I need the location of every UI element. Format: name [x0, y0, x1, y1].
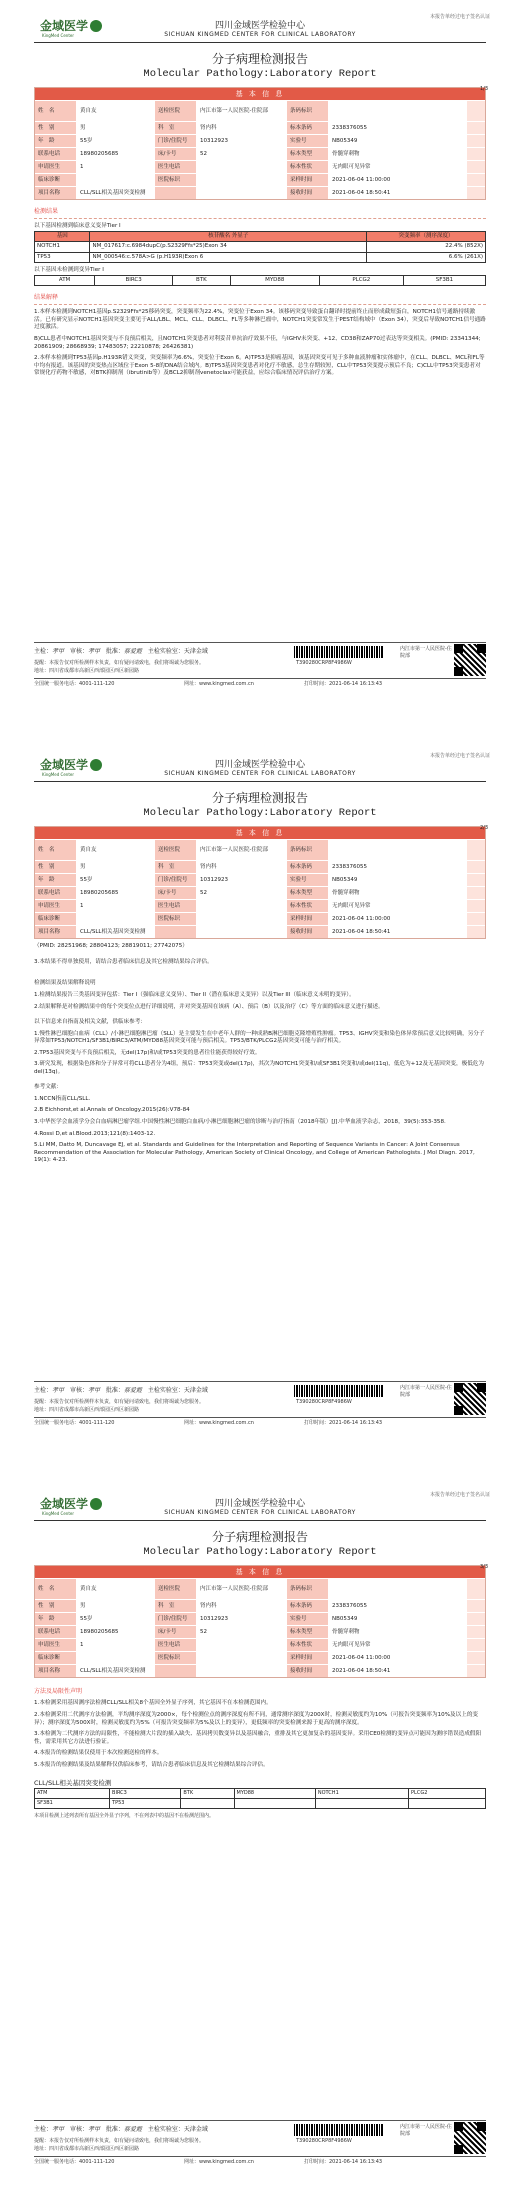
- info-label: 接收时间: [287, 1665, 329, 1677]
- info-label: 实验号: [287, 135, 329, 147]
- info-label: 性 别: [35, 861, 77, 873]
- center-name-en: SICHUAN KINGMED CENTER FOR CLINICAL LABORATORY: [164, 31, 356, 38]
- info-label: 标本条码: [287, 861, 329, 873]
- info-value: 2338376055: [329, 1600, 467, 1612]
- no-variant-table: ATM BIRC3 BTK MYD88 PLCG2 SF3B1: [34, 275, 486, 286]
- info-label: 姓 名: [35, 101, 77, 121]
- info-value: [197, 174, 287, 186]
- info-value: 无肉眼可见异常: [329, 900, 467, 912]
- info-value: CLL/SLL相关基因突变检测: [77, 187, 155, 199]
- info-label: 申请医生: [35, 1639, 77, 1651]
- info-label: 床/卡号: [155, 148, 197, 160]
- info-value: 18980205685: [77, 887, 155, 899]
- note-3: 3.本结果不得单独使用，请结合患者临床信息及其它检测结果综合评估。: [34, 958, 213, 965]
- info-row: [35, 1599, 485, 1612]
- info-label: 年 龄: [35, 1613, 77, 1625]
- novar-intro: 以下基因未检测到变异Tier I: [34, 267, 104, 274]
- info-value: 52: [197, 1626, 287, 1638]
- e-sign-note: 本报告单经过电子签名认证: [429, 753, 490, 759]
- info-label: 临床诊断: [35, 913, 77, 925]
- info-label: 医生电话: [155, 1639, 197, 1651]
- info-label: 临床诊断: [35, 1652, 77, 1664]
- interp-para-1: 1.本样本检测到NOTCH1基因p.S2329Ffs*25移码突变，突变频率为22.4%，突变位于Exon 34。该移码突变导致蛋白翻译时提前终止而形成截短蛋白，NOTCH1信号通路持续激活。已有研究显示NOTCH1基因突变主要见于ALL/LBL、MCL、CLL、DLBCL、FL等多种淋巴瘤中，NOTCH1突变常发生于PEST结构域中（Exon 34），突变后导致NOTCH1信号通路过度激活。: [34, 309, 486, 331]
- info-value: [197, 913, 287, 925]
- info-label: 联系电话: [35, 1626, 77, 1638]
- info-label: 实验号: [287, 874, 329, 886]
- info-value: 10312923: [197, 1613, 287, 1625]
- info-label: [155, 1665, 197, 1677]
- info-value: 2021-06-04 11:00:00: [329, 1652, 467, 1664]
- basic-info-table: [34, 87, 486, 200]
- report-footer: 主检：孝甲 审核：孝甲 批准：蔡爱霞 主检实验室：天津金域 T390280CRP8F4986W 内江市第一人民医院-住院部 提醒：本报告仅对所检测样本负责，如有疑问请致电，我们将竭诚为您服务。 地址：四川省成都市高新区西部园区西区新园路 全国统一服务电话：4001-111-120 网址：www.kingmed.com.cn 打印时间：2021-06-14 16:13:43: [34, 1367, 486, 1462]
- interp-para-2: 2.本样本检测到TP53基因p.H193R错义突变，突变频率为6.6%，突变位于Exon 6。A)TP53是抑癌基因，该基因突变可见于多种血液肿瘤和实体瘤中，在CLL、DLBCL、MCL和FL等中均有报道。该基因的突变热点区域位于Exon 5-8的DNA结合域内。B)TP53基因突变患者对化疗不敏感，总生存期较短，CLL中TP53突变提示预后不良；C)CLL中TP53突变患者对常规化疗药物不敏感，对BTK抑制剂（ibrutinib等）及BCL2抑制剂venetoclax可能获益，应综合临床情况评估治疗方案。: [34, 355, 485, 377]
- info-value: 10312923: [197, 874, 287, 886]
- info-value: 黄自友: [77, 1579, 155, 1599]
- info-label: [155, 926, 197, 938]
- info-value: [329, 840, 467, 860]
- table-row: NOTCH1 NM_017617:c.6984dupC(p.S2329Ffs*25)Exon 34 22.4% (852X): [35, 242, 486, 252]
- center-name: 四川金域医学检验中心: [214, 760, 305, 770]
- report-title: 分子病理检测报告 Molecular Pathology:Laboratory Report: [143, 791, 377, 820]
- info-value: [329, 1579, 467, 1599]
- info-label: 条码标识: [287, 101, 329, 121]
- info-value: [197, 1665, 287, 1677]
- info-value: 内江市第一人民医院-住院部: [197, 840, 287, 860]
- info-label: [155, 187, 197, 199]
- info-value: 55岁: [77, 1613, 155, 1625]
- info-value: 1: [77, 1639, 155, 1651]
- report-title: 分子病理检测报告 Molecular Pathology:Laboratory Report: [143, 52, 377, 81]
- info-label: 申请医生: [35, 161, 77, 173]
- info-label: 标本类型: [287, 1626, 329, 1638]
- info-header: 基 本 信 息: [35, 827, 485, 839]
- info-row: [35, 925, 485, 938]
- info-row: [35, 1664, 485, 1677]
- info-value: 1: [77, 900, 155, 912]
- info-value: [77, 913, 155, 925]
- report-footer: 主检：孝甲 审核：孝甲 批准：蔡爱霞 主检实验室：天津金域 T390280CRP8F4986W 内江市第一人民医院-住院部 提醒：本报告仅对所检测样本负责，如有疑问请致电，我们将竭诚为您服务。 地址：四川省成都市高新区西部园区西区新园路 全国统一服务电话：4001-111-120 网址：www.kingmed.com.cn 打印时间：2021-06-14 16:13:43: [34, 2106, 486, 2201]
- gene-list-title: CLL/SLL相关基因突变检测: [34, 1779, 112, 1788]
- info-value: 肾内科: [197, 122, 287, 134]
- info-value: 骨髓穿刺物: [329, 148, 467, 160]
- page-number: 3/3: [479, 1564, 488, 1570]
- reference-item: 1.NCCN指南CLL/SLL.: [34, 1095, 91, 1102]
- info-label: 标本条码: [287, 1600, 329, 1612]
- info-label: 接收时间: [287, 187, 329, 199]
- info-label: 标本性状: [287, 1639, 329, 1651]
- info-value: CLL/SLL相关基因突变检测: [77, 926, 155, 938]
- info-row: [35, 134, 485, 147]
- report-header: [34, 739, 486, 782]
- variant-table: 基因 核苷酸名 外显子 突变频率（测序深度） NOTCH1 NM_017617:c.6984dupC(p.S2329Ffs*25)Exon 34 22.4% (852X) TP53 NM_000546:c.578A>G (p.H193R)Exon 6 6.6% (261X): [34, 231, 486, 263]
- basic-info-table: [34, 826, 486, 939]
- info-label: 门诊/住院号: [155, 135, 197, 147]
- info-row: [35, 100, 485, 121]
- info-value: [329, 101, 467, 121]
- info-label: 联系电话: [35, 887, 77, 899]
- interp-para-1b: B)CLL患者中NOTCH1基因突变与不良预后相关，且NOTCH1突变患者对利妥昔单抗治疗效果不佳，与IGHV未突变、+12、CD38和ZAP70过表达等突变相关。(PMID: 23341344; 20861909; 28668939; 17483057; 22210878; 26426381): [34, 335, 481, 350]
- info-value: 男: [77, 1600, 155, 1612]
- info-label: 年 龄: [35, 135, 77, 147]
- info-row: [35, 899, 485, 912]
- info-label: 科 室: [155, 122, 197, 134]
- report-footer: 主检：孝甲 审核：孝甲 批准：蔡爱霞 主检实验室：天津金域 T390280CRP8F4986W 内江市第一人民医院-住院部 提醒：本报告仅对所检测样本负责，如有疑问请致电，我们将竭诚为您服务。 地址：四川省成都市高新区西部园区西区新园路 全国统一服务电话：4001-111-120 网址：www.kingmed.com.cn 打印时间：2021-06-14 16:13:43: [34, 628, 486, 723]
- info-label: 标本类型: [287, 887, 329, 899]
- pmid-list: （PMID: 28251968; 28804123; 28819011; 27742075）: [34, 943, 188, 950]
- info-value: [197, 900, 287, 912]
- tier1-intro: 以下基因检测到临床意义变异Tier I: [34, 223, 121, 230]
- info-value: 2021-06-04 18:50:41: [329, 187, 467, 199]
- info-label: 标本类型: [287, 148, 329, 160]
- signature-line: 主检：孝甲 审核：孝甲 批准：蔡爱霞 主检实验室：天津金域: [34, 2126, 208, 2133]
- info-label: 姓 名: [35, 840, 77, 860]
- info-row: [35, 1651, 485, 1664]
- kingmed-logo: 金域医学 KingMed Center: [40, 757, 102, 773]
- info-row: [35, 147, 485, 160]
- info-label: 医生电话: [155, 161, 197, 173]
- info-value: 黄自友: [77, 101, 155, 121]
- info-value: [197, 161, 287, 173]
- info-row: [35, 186, 485, 199]
- info-label: 采样时间: [287, 913, 329, 925]
- info-label: 条码标识: [287, 840, 329, 860]
- kingmed-logo: 金域医学 KingMed Center: [40, 1496, 102, 1512]
- info-label: 医生电话: [155, 900, 197, 912]
- literature-title: 参考文献：: [34, 1084, 62, 1091]
- info-label: 联系电话: [35, 148, 77, 160]
- info-label: 性 别: [35, 1600, 77, 1612]
- info-value: 2021-06-04 11:00:00: [329, 913, 467, 925]
- report-barcode: [294, 1385, 384, 1397]
- report-header: [34, 1478, 486, 1521]
- page-number: 2/3: [479, 825, 488, 831]
- center-name: 四川金域医学检验中心: [214, 1499, 305, 1509]
- center-name: 四川金域医学检验中心: [214, 21, 305, 31]
- basic-info-table: [34, 1565, 486, 1678]
- info-value: 52: [197, 148, 287, 160]
- info-value: 内江市第一人民医院-住院部: [197, 101, 287, 121]
- info-label: 医院标识: [155, 913, 197, 925]
- info-label: 标本条码: [287, 122, 329, 134]
- info-label: 项目名称: [35, 187, 77, 199]
- info-value: 内江市第一人民医院-住院部: [197, 1579, 287, 1599]
- info-value: [197, 187, 287, 199]
- reference-item: 3.中华医学会血液学分会白血病淋巴瘤学组.中国慢性淋巴细胞白血病/小淋巴细胞淋巴瘤的诊断与治疗指南（2018年版）[J].中华血液学杂志，2018，39(5):353-358.: [34, 1119, 446, 1126]
- gene-note: 本项目检测上述列表所有基因全外显子序列，不在列表中的基因不在检测范围内。: [34, 1812, 215, 1819]
- gene-list-table: ATM BIRC3 BTK MYD88 NOTCH1 PLCG2 SF3B1 TP53: [34, 1788, 486, 1809]
- info-value: 52: [197, 887, 287, 899]
- info-value: 无肉眼可见异常: [329, 1639, 467, 1651]
- info-value: 黄自友: [77, 840, 155, 860]
- info-label: 床/卡号: [155, 887, 197, 899]
- info-value: 男: [77, 122, 155, 134]
- result-title: 检测结果: [34, 208, 59, 216]
- info-label: 实验号: [287, 1613, 329, 1625]
- info-label: 床/卡号: [155, 1626, 197, 1638]
- qr-code-icon: [454, 644, 486, 676]
- info-row: [35, 121, 485, 134]
- info-row: [35, 912, 485, 925]
- info-value: 骨髓穿刺物: [329, 1626, 467, 1638]
- info-label: 门诊/住院号: [155, 874, 197, 886]
- info-value: [197, 926, 287, 938]
- reference-item: 4.Rossi D,et al.Blood.2013;121(8):1403-12.: [34, 1130, 156, 1137]
- info-row: [35, 160, 485, 173]
- info-row: [35, 1638, 485, 1651]
- page-number: 1/3: [479, 86, 488, 92]
- info-label: 送检医院: [155, 1579, 197, 1599]
- info-row: [35, 860, 485, 873]
- info-value: NB05349: [329, 1613, 467, 1625]
- report-header: [34, 0, 486, 43]
- info-label: 门诊/住院号: [155, 1613, 197, 1625]
- info-label: 科 室: [155, 1600, 197, 1612]
- info-value: 2021-06-04 18:50:41: [329, 1665, 467, 1677]
- info-value: NB05349: [329, 874, 467, 886]
- reference-item: 5.Li MM, Datto M, Duncavage EJ, et al. Standards and Guidelines for the Interpretation and Reporting of Sequence Variants in Cancer: A Joint Consensus Recommendation of the Association for Molecular Pathology, American Society of Clinical Oncology, and College of American Pathologists. J Mol Diagn. 2017, 19(1): 4-23.: [34, 1142, 475, 1164]
- info-row: [35, 173, 485, 186]
- info-label: 采样时间: [287, 1652, 329, 1664]
- info-value: 18980205685: [77, 148, 155, 160]
- report-page-3: 本报告单经过电子签名认证 金域医学 KingMed Center 四川金域医学检验中心 SICHUAN KINGMED CENTER FOR CLINICAL LABORATORY 分子病理检测报告 Molecular Pathology:Laboratory Report 3/3 基 本 信 息 姓 名 黄自友 送检医院 内江市第一人民医院-住院部 条码标识 性 别 男 科 室 肾内科 标本条码 2338376055 年 龄 55岁 门诊/住院号 10312923 实验号 NB05349 联系电话 18980205685 床/卡号 52 标本类型 骨髓穿刺物 申请医生 1 医生电话 标本性状 无肉眼可见异常 临床诊断 医院标识 采样时间 2021-06-04 11:00:00 项目名称 CLL/SLL相关基因突变检测 接收时间 2021-06-04 18:50:41 方法及局限性声明 1.本检测采用基因测序法检测CLL/SLL相关8个基因全外显子序列，其它基因不在本检测范围内。 2.本检测采用二代测序方法检测，平均测序深度为2000×，每个检测位点的测序深度有所不同，通常测序深度为200X时，检测灵敏度约为10%（可报告突变频率为10%及以上的变异）；测序深度为500X时，检测灵敏度约为5%（可报告突变频率为5%及以上的变异），更低频率的突变检测来源于更高的测序深度。 3.本检测为二代测序方法的局限性，不能检测大片段的插入缺失、基因拷贝数变异以及基因融合，重排及其它更加复杂的基因变异。采用CE0检测的变异点可能因为测序错误造成假阳性，需采用其它方法进行验证。 4.本报告的检测结果仅使用于本次检测送检的样本。 5.本报告的检测结果及结果解释仅供临床参考，请结合患者临床信息及其它检测结果综合评估。 CLL/SLL相关基因突变检测 ATM BIRC3 BTK MYD88 NOTCH1 PLCG2 SF3B1 TP53 本项目检测上述列表所有基因全外显子序列，不在列表中的基因不在检测范围内。 主检：孝甲 审核：孝甲 批准：蔡爱霞 主检实验室：天津金域 T390280CRP8F4986W 内江市第一人民医院-住院部 提醒：本报告仅对所检测样本负责，如有疑问请致电，我们将竭诚为您服务。 地址：四川省成都市高新区西部园区西区新园路 全国统一服务电话：4001-111-120 网址：www.kingmed.com.cn 打印时间：2021-06-14 16:13:43: [0, 1478, 520, 2208]
- info-label: 接收时间: [287, 926, 329, 938]
- info-label: 项目名称: [35, 926, 77, 938]
- interpretation-title: 结果解释: [34, 294, 59, 302]
- report-page-1: [0, 0, 520, 730]
- info-value: 10312923: [197, 135, 287, 147]
- info-row: [35, 1612, 485, 1625]
- info-value: CLL/SLL相关基因突变检测: [77, 1665, 155, 1677]
- info-label: 条码标识: [287, 1579, 329, 1599]
- info-value: [197, 1652, 287, 1664]
- info-value: [77, 174, 155, 186]
- info-value: NB05349: [329, 135, 467, 147]
- info-header: 基 本 信 息: [35, 88, 485, 100]
- info-value: 55岁: [77, 135, 155, 147]
- report-title: 分子病理检测报告 Molecular Pathology:Laboratory Report: [143, 1530, 377, 1559]
- info-label: 临床诊断: [35, 174, 77, 186]
- report-barcode: [294, 2124, 384, 2136]
- info-label: 项目名称: [35, 1665, 77, 1677]
- info-value: 骨髓穿刺物: [329, 887, 467, 899]
- info-label: 年 龄: [35, 874, 77, 886]
- info-value: 18980205685: [77, 1626, 155, 1638]
- e-sign-note: 本报告单经过电子签名认证: [429, 14, 490, 20]
- info-label: 性 别: [35, 122, 77, 134]
- info-label: 科 室: [155, 861, 197, 873]
- info-value: 1: [77, 161, 155, 173]
- info-row: [35, 839, 485, 860]
- info-label: 姓 名: [35, 1579, 77, 1599]
- info-row: [35, 1625, 485, 1638]
- qr-code-icon: [454, 1383, 486, 1415]
- info-label: 医院标识: [155, 1652, 197, 1664]
- info-label: 标本性状: [287, 900, 329, 912]
- info-label: 送检医院: [155, 101, 197, 121]
- info-value: [77, 1652, 155, 1664]
- method-limitation-title: 方法及局限性声明: [34, 1688, 83, 1696]
- qr-code-icon: [454, 2122, 486, 2154]
- info-value: 无肉眼可见异常: [329, 161, 467, 173]
- info-row: [35, 886, 485, 899]
- info-value: 2338376055: [329, 861, 467, 873]
- info-value: 男: [77, 861, 155, 873]
- info-value: 2021-06-04 18:50:41: [329, 926, 467, 938]
- center-name-en: SICHUAN KINGMED CENTER FOR CLINICAL LABORATORY: [164, 770, 356, 777]
- center-name-en: SICHUAN KINGMED CENTER FOR CLINICAL LABORATORY: [164, 1509, 356, 1516]
- info-value: 2021-06-04 11:00:00: [329, 174, 467, 186]
- signature-line: 主检：孝甲 审核：孝甲 批准：蔡爱霞 主检实验室：天津金域: [34, 648, 208, 655]
- info-header: 基 本 信 息: [35, 1566, 485, 1578]
- signature-line: 主检：孝甲 审核：孝甲 批准：蔡爱霞 主检实验室：天津金域: [34, 1387, 208, 1394]
- table-row: TP53 NM_000546:c.578A>G (p.H193R)Exon 6 6.6% (261X): [35, 252, 486, 262]
- info-value: 2338376055: [329, 122, 467, 134]
- report-page-2: 本报告单经过电子签名认证 金域医学 KingMed Center 四川金域医学检验中心 SICHUAN KINGMED CENTER FOR CLINICAL LABORATORY 分子病理检测报告 Molecular Pathology:Laboratory Report 2/3 基 本 信 息 姓 名 黄自友 送检医院 内江市第一人民医院-住院部 条码标识 性 别 男 科 室 肾内科 标本条码 2338376055 年 龄 55岁 门诊/住院号 10312923 实验号 NB05349 联系电话 18980205685 床/卡号 52 标本类型 骨髓穿刺物 申请医生 1 医生电话 标本性状 无肉眼可见异常 临床诊断 医院标识 采样时间 2021-06-04 11:00:00 项目名称 CLL/SLL相关基因突变检测 接收时间 2021-06-04 18:50:41 （PMID: 28251968; 28804123; 28819011; 27742075） 3.本结果不得单独使用，请结合患者临床信息及其它检测结果综合评估。 检测结果及结果解释说明 1.检测结果报告三类基因变异包括：Tier I（强临床意义变异）、Tier II（潜在临床意义变异）以及Tier III（临床意义未明的变异）。 2.结果解释是对检测结果中的每个突变位点进行详细说明，并对突变基因在该病（A）、预后（B）以及治疗（C）等方面的临床意义进行描述。 以下信息来自指南及相关文献，供临床参考： 1.慢性淋巴细胞白血病（CLL）/小淋巴细胞淋巴瘤（SLL）是主要发生在中老年人群的一种成熟B淋巴细胞克隆增殖性肿瘤。TP53、IGHV突变和染色体异常预后意义比较明确，另分子异常如TP53/NOTCH1/SF3B1/BIRC3/ATM/MYD88基因突变可能与预后相关。TP53/BTK/PLCG2基因突变可能与治疗相关。 2.TP53基因突变与不良预后相关，无del(17p)和/或TP53突变的患者往往能获得较好疗效。 3.研究发现，根据染色体和分子异常可将CLL患者分为4组，预后：TP53突变或del(17p)，其次为NOTCH1突变和/或SF3B1突变和/或del(11q)，低危为+12及无基因突变，极低危为del(13q)。 参考文献： 1.NCCN指南CLL/SLL. 2.B Eichhorst,et al.Annals of Oncology.2015(26):V78-84 3.中华医学会血液学分会白血病淋巴瘤学组.中国慢性淋巴细胞白血病/小淋巴细胞淋巴瘤的诊断与治疗指南（2018年版）[J].中华血液学杂志，2018，39(5):353-358. 4.Rossi D,et al.Blood.2013;121(8):1403-12. 5.Li MM, Datto M, Duncavage EJ, et al. Standards and Guidelines for the Interpretation and Reporting of Sequence Variants in Cancer: A Joint Consensus Recommendation of the Association for Molecular Pathology, American Society of Clinical Oncology, and College of American Pathologists. J Mol Diagn. 2017, 19(1): 4-23. 主检：孝甲 审核：孝甲 批准：蔡爱霞 主检实验室：天津金域 T390280CRP8F4986W 内江市第一人民医院-住院部 提醒：本报告仅对所检测样本负责，如有疑问请致电，我们将竭诚为您服务。 地址：四川省成都市高新区西部园区西区新园路 全国统一服务电话：4001-111-120 网址：www.kingmed.com.cn 打印时间：2021-06-14 16:13:43: [0, 739, 520, 1469]
- info-value: 肾内科: [197, 1600, 287, 1612]
- info-label: 采样时间: [287, 174, 329, 186]
- kingmed-logo: 金域医学 KingMed Center: [40, 18, 102, 34]
- method-title: 检测结果及结果解释说明: [34, 980, 96, 987]
- info-value: [197, 1639, 287, 1651]
- e-sign-note: 本报告单经过电子签名认证: [429, 1492, 490, 1498]
- reference-item: 2.B Eichhorst,et al.Annals of Oncology.2015(26):V78-84: [34, 1107, 190, 1114]
- info-label: 医院标识: [155, 174, 197, 186]
- info-label: 申请医生: [35, 900, 77, 912]
- info-row: [35, 1578, 485, 1599]
- info-row: [35, 873, 485, 886]
- info-label: 标本性状: [287, 161, 329, 173]
- info-value: 55岁: [77, 874, 155, 886]
- info-value: 肾内科: [197, 861, 287, 873]
- info-label: 送检医院: [155, 840, 197, 860]
- report-barcode: [294, 646, 384, 658]
